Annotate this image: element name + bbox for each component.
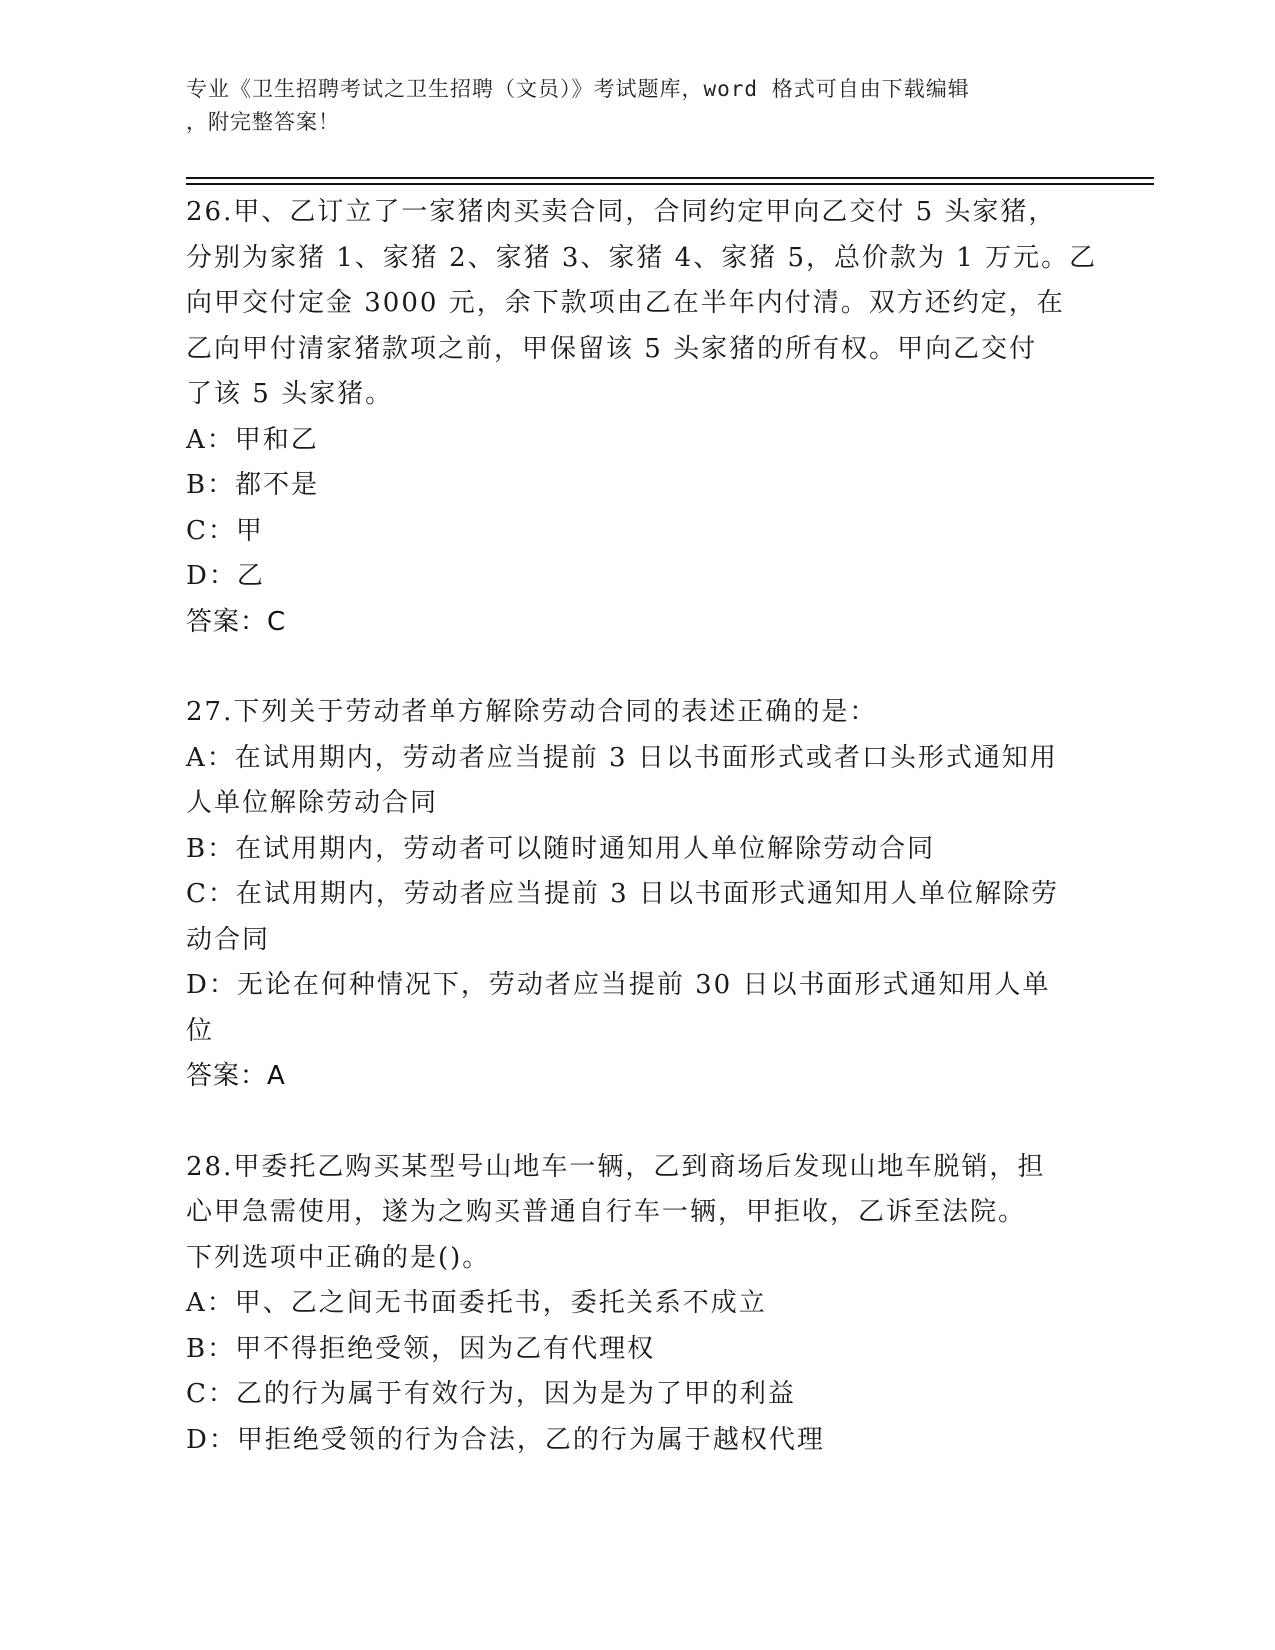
question-spacer — [186, 645, 1086, 690]
question-text-line: 下列选项中正确的是()。 — [186, 1242, 491, 1273]
question-text-line: 了该 5 头家猪。 — [186, 379, 394, 409]
header-divider — [186, 177, 1154, 179]
answer-line: 答案：A — [186, 1061, 286, 1091]
option-b: B：甲不得拒绝受领，因为乙有代理权 — [186, 1333, 656, 1364]
option-a: A：甲、乙之间无书面委托书，委托关系不成立 — [186, 1288, 767, 1318]
answer-line: 答案：C — [186, 606, 287, 637]
option-d: D：无论在何种情况下，劳动者应当提前 30 日以书面形式通知用人单 — [186, 970, 1051, 1000]
question-text-line: 分别为家猪 1、家猪 2、家猪 3、家猪 4、家猪 5，总价款为 1 万元。乙 — [186, 242, 1098, 273]
option-b: B：都不是 — [186, 470, 320, 500]
option-d: D：乙 — [186, 561, 265, 591]
question-text-line: 28.甲委托乙购买某型号山地车一辆，乙到商场后发现山地车脱销，担 — [186, 1151, 1046, 1182]
option-c: C：甲 — [186, 515, 264, 546]
question-28 — [186, 1145, 1086, 1464]
option-c: C：乙的行为属于有效行为，因为是为了甲的利益 — [186, 1379, 796, 1409]
question-text-line: 27.下列关于劳动者单方解除劳动合同的表述正确的是： — [186, 697, 878, 727]
option-c-continued: 动合同 — [186, 924, 271, 955]
question-text-line: 乙向甲付清家猪款项之前，甲保留该 5 头家猪的所有权。甲向乙交付 — [186, 333, 1038, 364]
option-b: B：在试用期内，劳动者可以随时通知用人单位解除劳动合同 — [186, 833, 936, 864]
header-divider — [186, 183, 1154, 185]
option-c: C：在试用期内，劳动者应当提前 3 日以书面形式通知用人单位解除劳 — [186, 879, 1059, 909]
option-d: D：甲拒绝受领的行为合法，乙的行为属于越权代理 — [186, 1424, 825, 1455]
question-text-line: 心甲急需使用，遂为之购买普通自行车一辆，甲拒收，乙诉至法院。 — [186, 1197, 1027, 1227]
option-a: A：甲和乙 — [186, 424, 319, 455]
question-list — [186, 190, 1098, 1463]
option-d-continued: 位 — [186, 1015, 215, 1046]
header-line: ，附完整答案！ — [186, 110, 340, 134]
question-26 — [186, 190, 1098, 645]
question-text-line: 26.甲、乙订立了一家猪肉买卖合同，合同约定甲向乙交付 5 头家猪， — [186, 197, 1057, 227]
option-a: A：在试用期内，劳动者应当提前 3 日以书面形式或者口头形式通知用 — [186, 742, 1058, 773]
option-a-continued: 人单位解除劳动合同 — [186, 788, 439, 818]
question-27 — [186, 690, 1086, 1100]
header-line: 专业《卫生招聘考试之卫生招聘（文员）》考试题库，word 格式可自由下载编辑 — [186, 77, 970, 101]
question-spacer — [186, 1100, 1086, 1145]
question-text-line: 向甲交付定金 3000 元，余下款项由乙在半年内付清。双方还约定，在 — [186, 288, 1065, 318]
document-header — [186, 73, 1086, 139]
